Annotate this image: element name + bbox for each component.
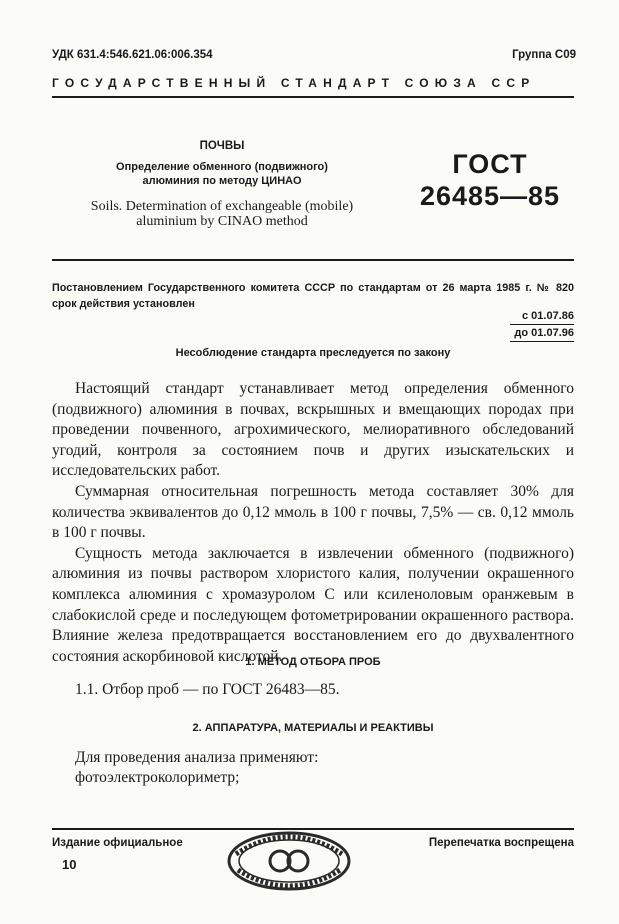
page-number: 10: [62, 857, 77, 872]
date-to: до 01.07.96: [510, 325, 574, 342]
section-2-heading: 2. АППАРАТУРА, МАТЕРИАЛЫ И РЕАКТИВЫ: [192, 722, 434, 734]
gost-designation: [405, 148, 575, 212]
subtitle-ru: [52, 160, 392, 188]
section-2-intro: Для проведения анализа применяют:: [75, 749, 319, 766]
section-2-content: [75, 748, 318, 788]
edition-label: Издание официальное: [52, 837, 183, 849]
decree-text: Постановлением Государственного комитета СССР по стандартам от 26 марта 1985 г. № 820 срок действия установлен: [52, 282, 574, 310]
group-code: Группа С09: [512, 49, 576, 61]
paragraph-scope: Настоящий стандарт устанавливает метод определения обменного (подвижного) алюминия в почвах, вскрышных и вмещающих породах при проведении почвенного, агрохимического, мелиоративного обследований угодий, контроля за состоянием почв и других изыскательских и исследовательских работ.: [52, 380, 574, 480]
subtitle-en-line-1: Soils. Determination of exchangeable (mobile): [90, 199, 354, 214]
paragraph-essence: Сущность метода заключается в извлечении обменного (подвижного) алюминия из почвы раствором хлористого калия, получении окрашенного комплекса алюминия с хромазуролом С или ксиленоловым оранжевым в слабокислой среде и последующем фотометрировании окрашенного раствора. Влияние железа предотвращается восстановлением его до двухвалентного состояния аскорбиновой кислотой.: [52, 544, 574, 665]
section-2-item-1: фотоэлектроколориметр;: [75, 769, 240, 786]
section-1-heading: 1. МЕТОД ОТБОРА ПРОБ: [245, 656, 381, 668]
law-notice: Несоблюдение стандарта преследуется по закону: [175, 347, 451, 359]
subtitle-en-line-2: aluminium by CINAO method: [136, 214, 308, 229]
paragraph-error: Суммарная относительная погрешность метода составляет 30% для количества эквивалентов до 0,12 ммоль в 100 г почвы, 7,5% — св. 0,12 ммоль в 100 г почвы.: [52, 482, 574, 542]
reprint-notice: Перепечатка воспрещена: [428, 837, 574, 849]
validity-dates: [510, 308, 574, 342]
document-title: ПОЧВЫ: [199, 140, 245, 152]
library-stamp: [224, 826, 354, 896]
subtitle-ru-line-1: Определение обменного (подвижного): [116, 161, 328, 173]
udk-code: УДК 631.4:546.621.06:006.354: [52, 49, 213, 61]
title-divider: [52, 259, 574, 261]
section-1-item: 1.1. Отбор проб — по ГОСТ 26483—85.: [75, 681, 340, 698]
body-text: [52, 379, 574, 667]
gost-number: 26485—85: [419, 181, 561, 211]
header-divider: [52, 96, 574, 98]
subtitle-en: [52, 199, 392, 229]
standard-banner: ГОСУДАРСТВЕННЫЙ СТАНДАРТ СОЮЗА ССР: [52, 76, 536, 90]
subtitle-ru-line-2: алюминия по методу ЦИНАО: [142, 175, 302, 187]
gost-label: ГОСТ: [452, 149, 528, 179]
date-from: с 01.07.86: [510, 308, 574, 325]
